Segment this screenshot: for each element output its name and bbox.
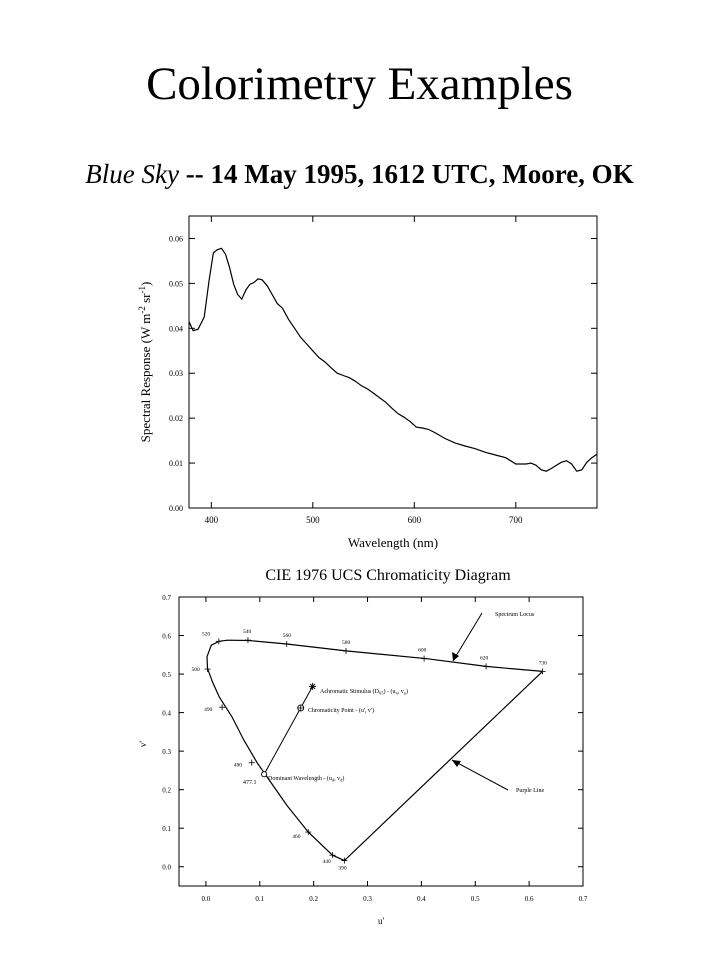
chromaticity-label: Chromaticity Point - (u', v') <box>308 708 374 714</box>
cie-x-axis-title: u' <box>377 916 385 926</box>
dominant-text-2: , v <box>334 776 341 782</box>
cie-x-tick-label: 0.1 <box>255 895 265 903</box>
cie-y-tick-label: 0.2 <box>162 786 171 795</box>
wavelength-label: 560 <box>282 633 291 640</box>
wavelength-label: 730 <box>538 660 547 667</box>
wavelength-label: 520 <box>201 631 211 638</box>
spectrum-locus-label: Spectrum Locus <box>495 612 535 618</box>
dominant-value-label: 477.1 <box>243 780 257 786</box>
purple-line-leader <box>452 760 508 790</box>
achromatic-sub-3: n <box>403 690 406 696</box>
achromatic-sub-1: 65 <box>379 690 384 696</box>
x-tick-label: 700 <box>509 515 523 525</box>
x-tick-label: 600 <box>407 515 422 525</box>
subtitle-rest: -- 14 May 1995, 1612 UTC, Moore, OK <box>179 159 634 189</box>
y-tick-label: 0.06 <box>169 234 183 244</box>
x-tick-label: 500 <box>306 515 320 525</box>
x-axis-title: Wavelength (nm) <box>347 535 439 550</box>
wavelength-label: 500 <box>191 667 200 674</box>
y-title-part-2: -2 <box>137 306 147 314</box>
wavelength-label: 460 <box>292 834 301 841</box>
cie-chart-title: CIE 1976 UCS Chromaticity Diagram <box>265 567 511 584</box>
cie-y-tick-label: 0.4 <box>162 709 171 718</box>
page-title: Colorimetry Examples <box>146 58 573 110</box>
purple-line <box>344 671 545 860</box>
spectrum-locus-line <box>207 640 543 860</box>
y-tick-label: 0.00 <box>169 504 183 513</box>
dominant-label <box>268 775 344 783</box>
dominant-sub-2: d <box>340 777 343 783</box>
y-tick-label: 0.02 <box>169 414 183 424</box>
cie-x-tick-label: 0.0 <box>201 895 211 903</box>
y-title-part-5: ) <box>138 281 153 287</box>
subtitle-italic: Blue Sky <box>85 159 179 189</box>
purple-line-arrowhead <box>452 760 461 767</box>
y-title-part-3: sr <box>138 293 153 307</box>
cie-y-tick-label: 0.5 <box>162 671 171 680</box>
y-tick-label: 0.05 <box>169 279 183 289</box>
cie-y-tick-label: 0.3 <box>162 748 171 757</box>
cie-x-tick-label: 0.4 <box>417 895 426 903</box>
achromatic-text-1: Achromatic Stimulus (D <box>320 689 379 695</box>
y-tick-label: 0.04 <box>169 324 183 334</box>
cie-y-tick-label: 0.6 <box>162 632 171 641</box>
y-title-part-1: Spectral Response (W m <box>138 313 153 443</box>
cie-x-tick-label: 0.5 <box>470 895 480 903</box>
cie-x-tick-label: 0.6 <box>524 895 534 903</box>
wavelength-label: 580 <box>341 639 351 646</box>
achromatic-text-2: ) - (u <box>383 689 396 695</box>
dominant-wavelength-line <box>264 686 312 774</box>
wavelength-label: 480 <box>233 762 242 769</box>
wavelength-label: 490 <box>204 707 213 714</box>
cie-y-tick-label: 0.7 <box>162 594 171 602</box>
dominant-text-1: Dominant Wavelength - (u <box>268 776 332 782</box>
y-tick-label: 0.01 <box>169 459 183 469</box>
y-title-part-4: -1 <box>137 286 147 294</box>
cie-y-axis-title: v' <box>138 740 148 748</box>
dominant-point-marker <box>262 772 267 777</box>
cie-x-tick-label: 0.3 <box>363 895 372 903</box>
purple-line-label: Purple Line <box>516 788 545 794</box>
dominant-text-3: ) <box>342 776 345 782</box>
achromatic-text-4: ) <box>406 689 408 695</box>
wavelength-label: 540 <box>242 629 252 636</box>
cie-y-tick-label: 0.1 <box>162 825 171 834</box>
x-tick-label: 400 <box>204 515 219 525</box>
wavelength-label: 620 <box>480 655 489 662</box>
dominant-sub-1: d <box>331 777 335 783</box>
spectrum-locus-leader <box>453 613 482 661</box>
y-tick-label: 0.03 <box>169 369 183 379</box>
wavelength-label: 440 <box>322 859 331 866</box>
cie-x-tick-label: 0.7 <box>578 895 588 903</box>
achromatic-text-3: , v <box>397 689 404 695</box>
achromatic-label <box>320 688 408 696</box>
wavelength-label: 600 <box>418 647 427 654</box>
cie-x-tick-label: 0.2 <box>309 895 319 903</box>
cie-y-tick-label: 0.0 <box>162 863 171 872</box>
achromatic-sub-2: n <box>395 690 398 696</box>
wavelength-label: 390 <box>338 865 347 872</box>
